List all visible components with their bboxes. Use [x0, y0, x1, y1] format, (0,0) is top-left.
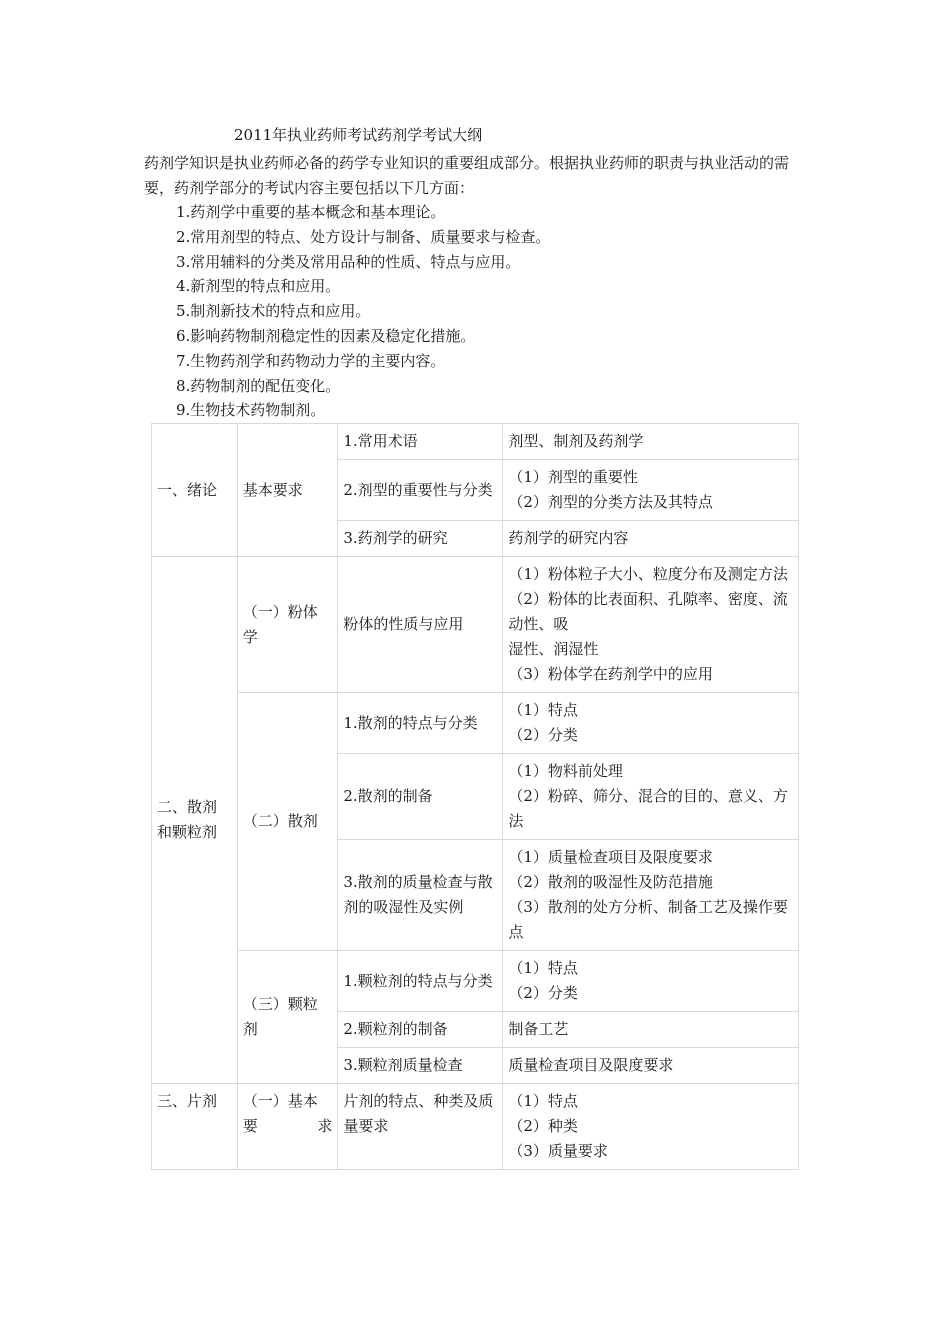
- list-item: 9.生物技术药物制剂。: [176, 401, 326, 420]
- topic-cell: [338, 1084, 503, 1170]
- subunit-cell: （三）颗粒剂: [237, 951, 338, 1084]
- content-cell: [503, 840, 799, 951]
- content-line: （3）质量要求: [508, 1142, 608, 1160]
- table-row: [152, 557, 799, 693]
- topic-line: 量要求: [343, 1117, 389, 1135]
- content-cell: [503, 754, 799, 840]
- table-row: [152, 951, 799, 1012]
- subunit-cell: （一）粉体学: [237, 557, 338, 693]
- content-cell: [503, 424, 799, 460]
- subunit-cell: （一）基本要求: [237, 1084, 338, 1170]
- document-title: 2011年执业药师考试药剂学考试大纲: [234, 126, 483, 144]
- unit-cell: 三、片剂: [152, 1084, 238, 1170]
- content-line: （1）剂型的重要性: [508, 468, 638, 486]
- table-row: [152, 1084, 799, 1170]
- topic-cell: 3.颗粒剂质量检查: [338, 1048, 503, 1084]
- content-line: 药剂学的研究内容: [508, 529, 629, 547]
- list-item: 3.常用辅料的分类及常用品种的性质、特点与应用。: [176, 252, 521, 271]
- topic-line: 片剂的特点、种类及质: [343, 1092, 494, 1110]
- subunit-cell: （二）散剂: [237, 693, 338, 951]
- topic-cell: 1.常用术语: [338, 424, 503, 460]
- content-line: 湿性、润湿性: [508, 640, 599, 658]
- list-item: 1.药剂学中重要的基本概念和基本理论。: [176, 203, 446, 221]
- topic-cell: 3.散剂的质量检查与散剂的吸湿性及实例: [338, 840, 503, 951]
- list-item: 7.生物药剂学和药物动力学的主要内容。: [176, 351, 446, 370]
- content-cell: [503, 1084, 799, 1170]
- content-cell: [503, 1048, 799, 1084]
- table-row: [152, 693, 799, 754]
- topic-cell: 1.散剂的特点与分类: [338, 693, 503, 754]
- topic-cell: 3.药剂学的研究: [338, 521, 503, 557]
- content-cell: [503, 1012, 799, 1048]
- content-line: （2）种类: [508, 1117, 578, 1135]
- content-line: 质量检查项目及限度要求: [508, 1056, 674, 1074]
- topic-cell: 1.颗粒剂的特点与分类: [338, 951, 503, 1012]
- table-row: [152, 424, 799, 460]
- content-cell: [503, 521, 799, 557]
- topic-cell: 2.散剂的制备: [338, 754, 503, 840]
- topic-cell: 2.颗粒剂的制备: [338, 1012, 503, 1048]
- list-item: 6.影响药物制剂稳定性的因素及稳定化措施。: [176, 326, 476, 345]
- content-line: （1）特点: [508, 959, 578, 977]
- content-line: 剂型、制剂及药剂学: [508, 432, 644, 450]
- content-line: （2）分类: [508, 726, 578, 744]
- topic-cell: 粉体的性质与应用: [338, 557, 503, 693]
- content-cell: [503, 951, 799, 1012]
- content-line: （2）剂型的分类方法及其特点: [508, 493, 713, 511]
- list-item: 2.常用剂型的特点、处方设计与制备、质量要求与检查。: [176, 227, 551, 246]
- subunit-cell: 基本要求: [237, 424, 338, 557]
- topic-cell: 2.剂型的重要性与分类: [338, 460, 503, 521]
- content-line: （2）分类: [508, 984, 578, 1002]
- content-line: （1）特点: [508, 701, 578, 719]
- content-line: （3）散剂的处方分析、制备工艺及操作要点: [508, 898, 788, 941]
- intro-paragraph: 药剂学知识是执业药师必备的药学专业知识的重要组成部分。根据执业药师的职责与执业活动的需要，药剂学部分的考试内容主要包括以下几方面：: [144, 154, 790, 197]
- content-line: （2）散剂的吸湿性及防范措施: [508, 873, 713, 891]
- unit-cell: 二、散剂和颗粒剂: [152, 557, 238, 1084]
- content-cell: [503, 557, 799, 693]
- content-cell: [503, 460, 799, 521]
- list-item: 5.制剂新技术的特点和应用。: [176, 302, 371, 321]
- content-line: （2）粉体的比表面积、孔隙率、密度、流动性、吸: [508, 590, 788, 633]
- content-line: （1）质量检查项目及限度要求: [508, 848, 713, 866]
- list-item: 8.药物制剂的配伍变化。: [176, 376, 341, 395]
- content-line: （2）粉碎、筛分、混合的目的、意义、方法: [508, 787, 788, 830]
- content-line: 制备工艺: [508, 1020, 569, 1038]
- unit-cell: 一、绪论: [152, 424, 238, 557]
- content-cell: [503, 693, 799, 754]
- content-line: （1）特点: [508, 1092, 578, 1110]
- topic-list: [176, 200, 550, 423]
- syllabus-table: [151, 423, 799, 1170]
- content-line: （3）粉体学在药剂学中的应用: [508, 665, 713, 683]
- content-line: （1）物料前处理: [508, 762, 623, 780]
- list-item: 4.新剂型的特点和应用。: [176, 277, 341, 296]
- content-line: （1）粉体粒子大小、粒度分布及测定方法: [508, 565, 788, 583]
